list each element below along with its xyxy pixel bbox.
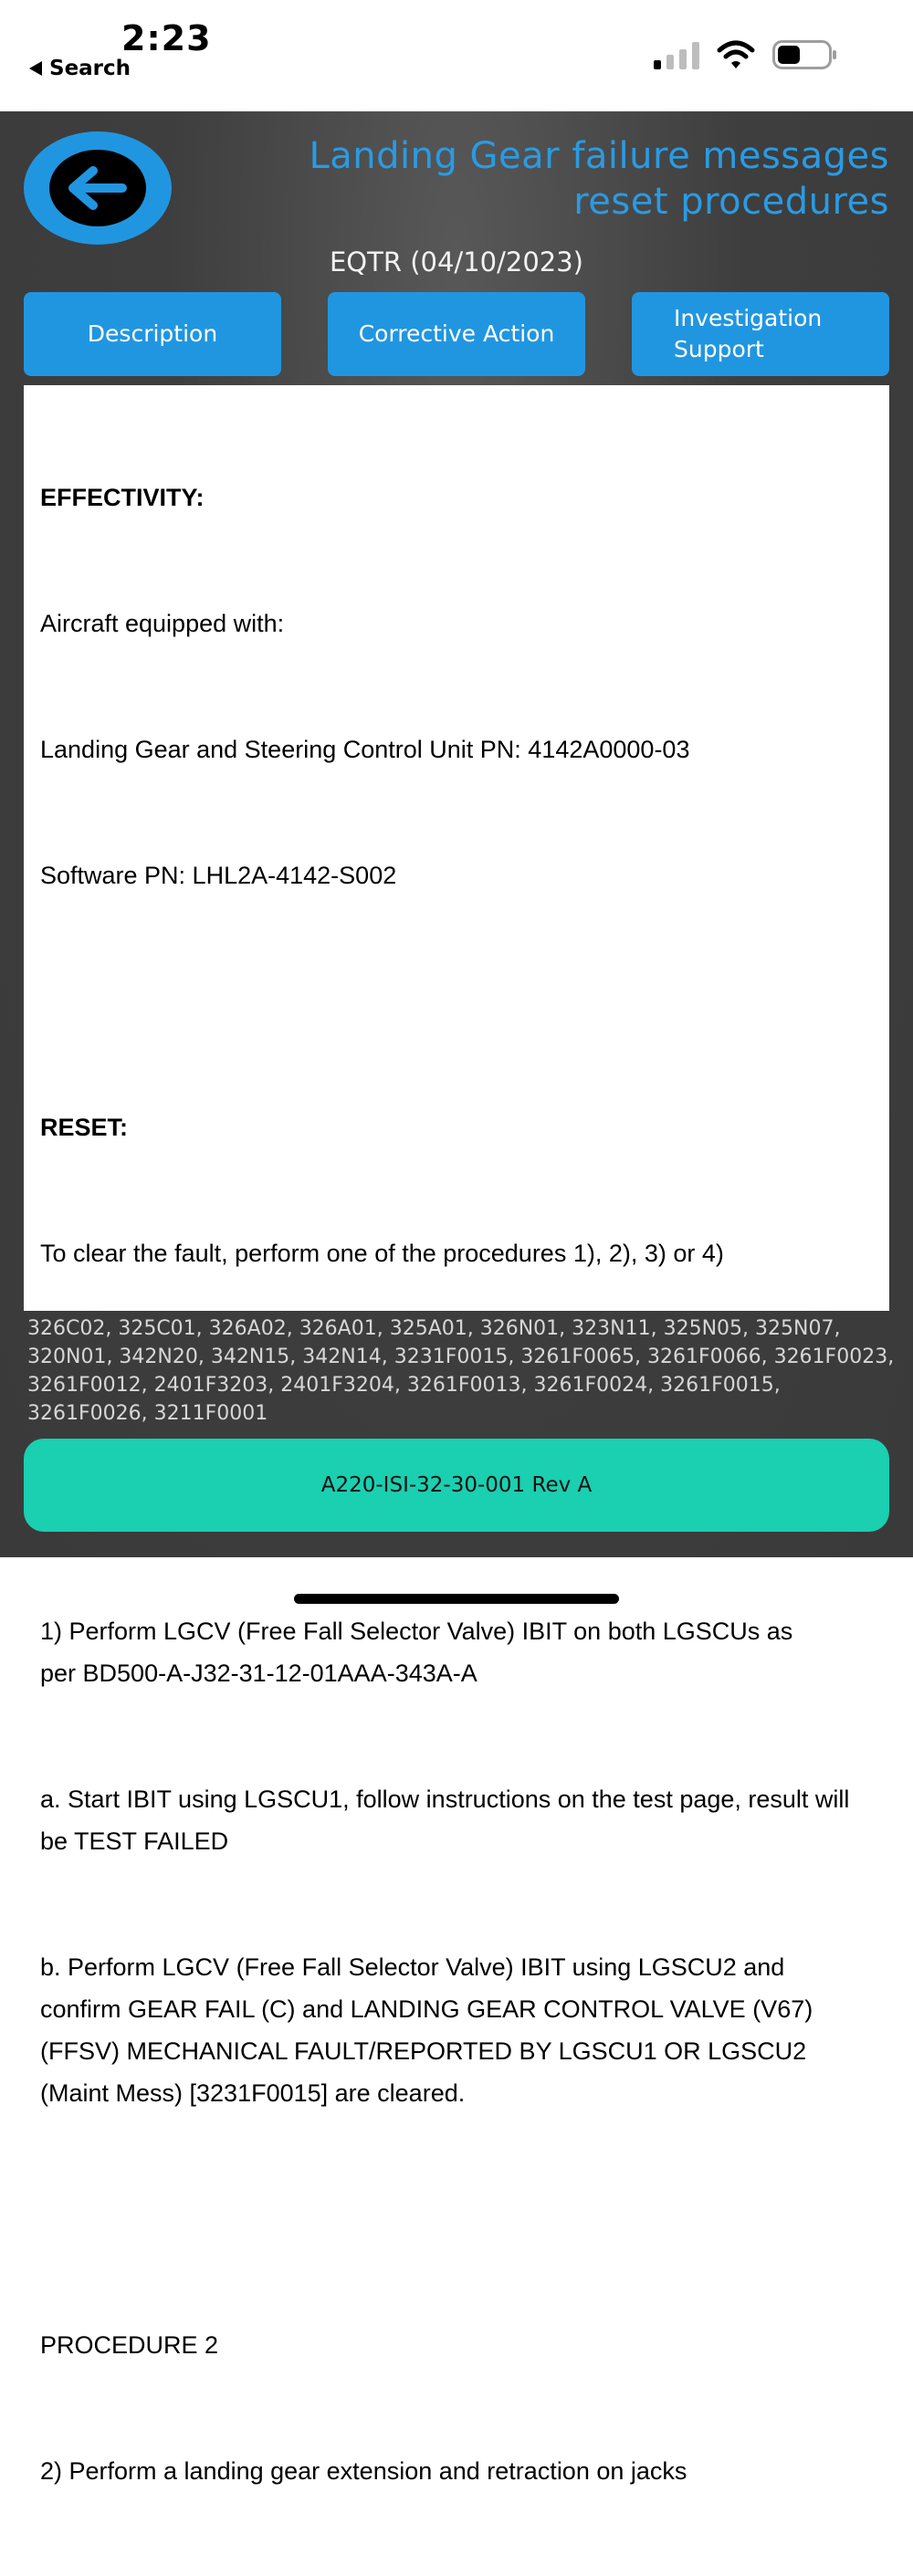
effectivity-line: Aircraft equipped with: (40, 610, 285, 637)
effectivity-line: Landing Gear and Steering Control Unit PN: 4142A0000-03 (40, 736, 690, 763)
wifi-icon (718, 40, 754, 69)
arrow-left-icon (66, 165, 130, 211)
status-time: 2:23 (121, 18, 212, 58)
back-button[interactable] (24, 131, 172, 245)
procedure1-step1: 1) Perform LGCV (Free Fall Selector Valve) IBIT on both LGSCUs as per BD500-A-J32-31-12-01AAA-343A-A (40, 1618, 800, 1687)
cellular-signal-icon (654, 42, 701, 69)
tab-investigation-support[interactable] (632, 292, 889, 376)
tab-description[interactable] (24, 292, 281, 376)
reset-heading: RESET: (40, 1114, 129, 1141)
page-title-line1: Landing Gear failure messages (309, 135, 889, 177)
message-codes: 326C02, 325C01, 326A02, 326A01, 325A01, 326N01, 323N11, 325N05, 325N07, 320N01, 342N20, 342N15, 342N14, 3231F0015, 3261F0065, 3261F0066, 3261F0023, 3261F0012, 2401F3203, 2401F3204, 3261F0013, 3261F0024, 3261F0015, 3261F0026, 3211F0001 (27, 1317, 895, 1425)
battery-icon (772, 40, 838, 69)
back-to-search-label: Search (49, 57, 131, 80)
procedure2-heading: PROCEDURE 2 (40, 2331, 219, 2359)
procedure1-step-b: b. Perform LGCV (Free Fall Selector Valve) IBIT using LGSCU2 and confirm GEAR FAIL (C) and LANDING GEAR CONTROL VALVE (V67) (FFSV) MECHANICAL FAULT/REPORTED BY LGSCU1 OR LGSCU2 (Maint Mess) [3231F0015] are cleared. (40, 1953, 820, 2107)
tab-corrective-action-label: Corrective Action (358, 320, 555, 347)
reset-text: To clear the fault, perform one of the procedures 1), 2), 3) or 4) (40, 1240, 724, 1267)
back-button-inner (49, 150, 146, 226)
procedure1-step-a: a. Start IBIT using LGSCU1, follow instructions on the test page, result will be TEST FAILED (40, 1785, 856, 1855)
page-subtitle: EQTR (04/10/2023) (329, 246, 583, 277)
tab-corrective-action[interactable] (328, 292, 585, 376)
tab-description-label: Description (87, 320, 218, 347)
effectivity-line: Software PN: LHL2A-4142-S002 (40, 862, 397, 889)
app-screen (0, 111, 913, 2485)
page-title (268, 133, 889, 225)
tab-investigation-support-label: Investigation Support (674, 305, 823, 362)
procedure2-step: 2) Perform a landing gear extension and retraction on jacks (40, 2457, 687, 2485)
document-reference-label: A220-ISI-32-30-001 Rev A (320, 1473, 593, 1497)
document-reference-button[interactable] (24, 1439, 889, 1532)
effectivity-heading: EFFECTIVITY: (40, 484, 205, 511)
back-triangle-icon (29, 61, 42, 76)
back-to-search-link[interactable] (29, 57, 131, 80)
page-title-line2: reset procedures (573, 181, 889, 223)
home-indicator[interactable] (294, 1594, 619, 1604)
status-bar (0, 0, 913, 111)
